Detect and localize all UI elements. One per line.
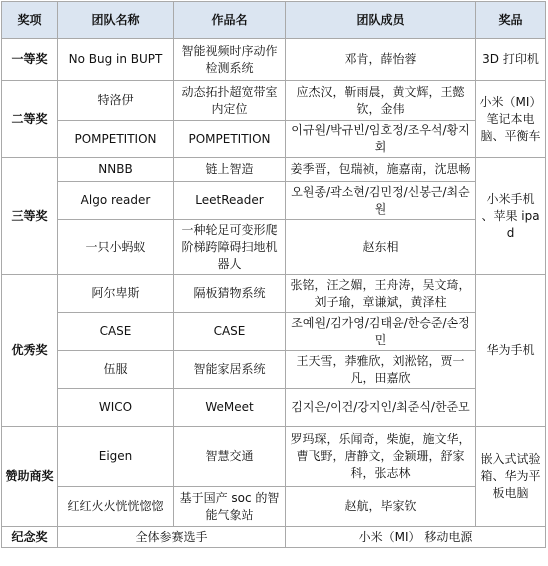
header-team: 团队名称 bbox=[58, 2, 174, 39]
team-members: 赵航，毕家钦 bbox=[286, 487, 476, 527]
team-members: 김지은/이건/강지인/최준식/한준모 bbox=[286, 389, 476, 427]
prize-name: 小米手机 、苹果 ipad bbox=[476, 158, 546, 275]
team-name: 特洛伊 bbox=[58, 81, 174, 121]
all-participants: 全体参赛选手 bbox=[58, 527, 286, 548]
table-row bbox=[2, 39, 546, 81]
work-name: POMPETITION bbox=[174, 121, 286, 158]
table-row bbox=[2, 182, 546, 220]
work-name: LeetReader bbox=[174, 182, 286, 220]
award-name: 赞助商奖 bbox=[2, 427, 58, 527]
team-name: Eigen bbox=[58, 427, 174, 487]
work-name: 隔板猜物系统 bbox=[174, 275, 286, 313]
header-members: 团队成员 bbox=[286, 2, 476, 39]
header-award: 奖项 bbox=[2, 2, 58, 39]
team-name: WICO bbox=[58, 389, 174, 427]
award-name: 二等奖 bbox=[2, 81, 58, 158]
table-row bbox=[2, 220, 546, 275]
prize-name: 华为手机 bbox=[476, 275, 546, 427]
team-members: 罗玛琛，乐闻奇，柴旎，施文华，曹飞野，唐静文，金颖珊，舒家科，张志林 bbox=[286, 427, 476, 487]
team-members: 邓肯，薛怡蓉 bbox=[286, 39, 476, 81]
work-name: 一种轮足可变形爬阶梯跨障碍扫地机器人 bbox=[174, 220, 286, 275]
team-name: Algo reader bbox=[58, 182, 174, 220]
award-name: 优秀奖 bbox=[2, 275, 58, 427]
work-name: 智能视频时序动作检测系统 bbox=[174, 39, 286, 81]
award-name: 三等奖 bbox=[2, 158, 58, 275]
work-name: CASE bbox=[174, 313, 286, 351]
table-row bbox=[2, 121, 546, 158]
team-members: 이규원/박규빈/임호정/조우석/황지회 bbox=[286, 121, 476, 158]
awards-table bbox=[1, 1, 546, 548]
work-name: 基于国产 soc 的智能气象站 bbox=[174, 487, 286, 527]
team-members: 姜季晋，包瑞祯，施嘉南，沈思畅 bbox=[286, 158, 476, 182]
table-row bbox=[2, 351, 546, 389]
header-prize: 奖品 bbox=[476, 2, 546, 39]
team-members: 张铭，汪之媚，王舟涛，吴文琦，刘子瑜，章谦斌，黄泽柱 bbox=[286, 275, 476, 313]
team-name: No Bug in BUPT bbox=[58, 39, 174, 81]
team-name: NNBB bbox=[58, 158, 174, 182]
work-name: WeMeet bbox=[174, 389, 286, 427]
header-row bbox=[2, 2, 546, 39]
team-name: 一只小蚂蚁 bbox=[58, 220, 174, 275]
team-name: 红红火火恍恍惚惚 bbox=[58, 487, 174, 527]
prize-name: 小米（MI）笔记本电脑、平衡车 bbox=[476, 81, 546, 158]
prize-name: 小米（MI） 移动电源 bbox=[286, 527, 546, 548]
prize-name: 嵌入式试验箱、华为平板电脑 bbox=[476, 427, 546, 527]
work-name: 链上智造 bbox=[174, 158, 286, 182]
table-row bbox=[2, 427, 546, 487]
team-name: 伍服 bbox=[58, 351, 174, 389]
table-row bbox=[2, 313, 546, 351]
team-name: 阿尔卑斯 bbox=[58, 275, 174, 313]
table-row bbox=[2, 487, 546, 527]
table-row bbox=[2, 81, 546, 121]
team-members: 应杰汉，靳雨晨，黄文辉，王懿钦，金伟 bbox=[286, 81, 476, 121]
table-row bbox=[2, 527, 546, 548]
team-members: 赵东相 bbox=[286, 220, 476, 275]
team-members: 조예원/김가영/김태윤/한승준/손정민 bbox=[286, 313, 476, 351]
award-name: 一等奖 bbox=[2, 39, 58, 81]
header-work: 作品名 bbox=[174, 2, 286, 39]
team-members: 王天雪，莽雅欣，刘淞铭，贾一凡，田嘉欣 bbox=[286, 351, 476, 389]
work-name: 智慧交通 bbox=[174, 427, 286, 487]
work-name: 动态拓扑超宽带室内定位 bbox=[174, 81, 286, 121]
table-row bbox=[2, 389, 546, 427]
team-members: 오원종/곽소현/김민정/신봉근/최순원 bbox=[286, 182, 476, 220]
table-row bbox=[2, 275, 546, 313]
work-name: 智能家居系统 bbox=[174, 351, 286, 389]
award-name: 纪念奖 bbox=[2, 527, 58, 548]
table-row bbox=[2, 158, 546, 182]
team-name: POMPETITION bbox=[58, 121, 174, 158]
team-name: CASE bbox=[58, 313, 174, 351]
prize-name: 3D 打印机 bbox=[476, 39, 546, 81]
